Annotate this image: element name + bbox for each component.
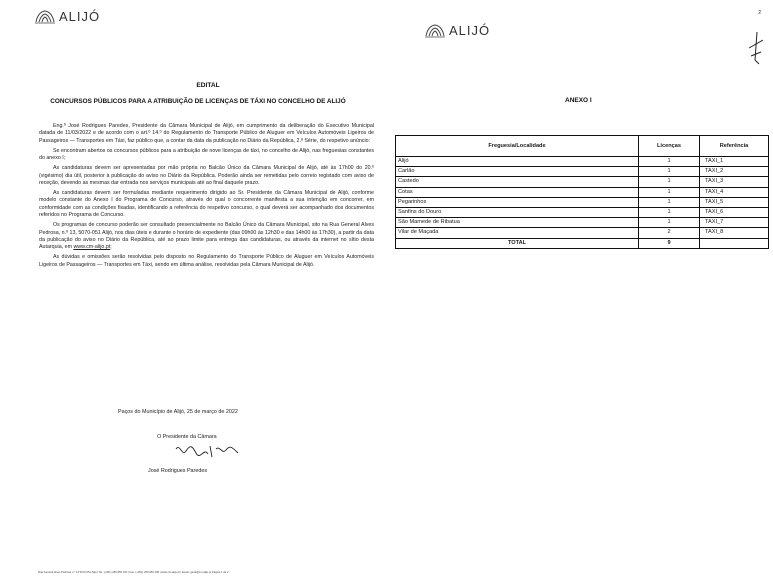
website-suffix: ; <box>110 244 112 251</box>
referencia-cell: TAXI_8 <box>700 228 769 238</box>
anexo-page <box>386 0 773 580</box>
anexo-title: ANEXO I <box>565 97 592 104</box>
municipality-logo <box>34 8 100 24</box>
licencas-cell: 1 <box>639 207 700 217</box>
signature-name: José Rodrigues Paredes <box>148 468 208 474</box>
paragraph-doubts: As dúvidas e omissões serão resolvidas pelo disposto no Regulamento do Transporte Público de Aluguer em Veículos Automóveis Ligeiros de Passageiros — Transportes em Táxi, sendo em última análise, resolvidas pela Câmara Municipal de Alijó. <box>39 254 374 268</box>
column-header-freguesia: Freguesia/Localidade <box>396 136 639 157</box>
referencia-cell: TAXI_4 <box>700 187 769 197</box>
freguesia-cell: Vilar de Maçada <box>396 228 639 238</box>
page-footer: Rua General Alves Pedrosa n.º 13 5070-051 Alijó | Tel. (+351) 259 959 100 | Fax. (+351) 259 959 108 | www.cm-alijo.pt | Email: geral@cm-alijo.pt Página 1 de 2 <box>38 571 229 574</box>
licenses-table <box>395 135 769 249</box>
paragraph-open-contests: Se encontram abertos os concursos públicos para a atribuição de nove licenças de táxi, no concelho de Alijó, nas freguesias constantes do anexo I; <box>39 147 374 162</box>
edital-body <box>39 123 374 272</box>
page-number: 2 <box>758 10 761 16</box>
licencas-cell: 1 <box>639 167 700 177</box>
licencas-cell: 1 <box>639 218 700 228</box>
table-total-row <box>396 238 769 248</box>
handwritten-signature <box>172 441 244 463</box>
paragraph-consultation <box>39 222 374 252</box>
paragraph-intro: Eng.º José Rodrigues Paredes, Presidente da Câmara Municipal de Alijó, em cumprimento da deliberação do Executivo Municipal datada de 11/03/2022 e de acordo com o art.º 14.º do Regulamento do Transporte Público de Aluguer em Veículos Automóveis Ligeiros de Passageiros — Transportes em Táxi, faz público que, a contar da data da publicação no Diário da República, 2.ª Série, do respetivo anúncio: <box>39 123 374 144</box>
licencas-cell: 2 <box>639 228 700 238</box>
edital-subtitle: CONCURSOS PÚBLICOS PARA A ATRIBUIÇÃO DE LICENÇAS DE TÁXI NO CONCELHO DE ALIJÓ <box>50 98 346 105</box>
table-row <box>396 187 769 197</box>
logo-text: ALIJÓ <box>59 8 101 24</box>
signature-date: Paços do Município de Alijó, 25 de março de 2022 <box>118 409 238 415</box>
freguesia-cell: São Mamede de Ribatua <box>396 218 639 228</box>
freguesia-cell: Sanfins do Douro <box>396 207 639 217</box>
website-link[interactable]: www.cm-alijo.pt <box>73 244 111 251</box>
freguesia-cell: Alijó <box>396 157 639 167</box>
licencas-cell: 1 <box>639 157 700 167</box>
table-row <box>396 228 769 238</box>
total-value: 9 <box>639 238 700 248</box>
freguesia-cell: Castedo <box>396 177 639 187</box>
paragraph-submission: As candidaturas devem ser apresentadas por mão própria no Balcão Único da Câmara Municipal de Alijó, até às 17h00 do 20.º (vigésimo) dia útil, posterior à publicação do aviso no Diário da República. Poderão ainda ser remetidas pelo correio registado com aviso de receção, devendo as mesmas dar entrada nos serviços municipais até ao final daquele prazo. <box>39 165 374 187</box>
column-header-licencas: Licenças <box>639 136 700 157</box>
referencia-cell: TAXI_3 <box>700 177 769 187</box>
table-row <box>396 177 769 187</box>
freguesia-cell: Carlão <box>396 167 639 177</box>
freguesia-cell: Cotas <box>396 187 639 197</box>
licencas-cell: 1 <box>639 197 700 207</box>
signature-role: O Presidente da Câmara <box>157 434 217 440</box>
consultation-text: Os programas de concurso poderão ser consultado presencialmente no Balcão Único da Câmara Municipal, sito na Rua General Alves Pedrosa, n.º 13, 5070-051 Alijó, nos dias úteis e durante o horário de expediente (das 09h00 às 12h30 e das 14h00 às 17h30), a partir da data da publicação do aviso no Diário da República, até ao prazo limite para entrega das candidaturas, ou através da internet no sítio desta Autarquia, em <box>39 222 374 251</box>
referencia-cell: TAXI_6 <box>700 207 769 217</box>
edital-title: EDITAL <box>196 82 220 89</box>
licencas-cell: 1 <box>639 187 700 197</box>
total-label: TOTAL <box>396 238 639 248</box>
table-row <box>396 157 769 167</box>
referencia-cell: TAXI_5 <box>700 197 769 207</box>
table-row <box>396 197 769 207</box>
initials-mark <box>745 30 767 66</box>
municipality-logo <box>424 22 490 38</box>
total-empty-cell <box>700 238 769 248</box>
edital-page <box>0 0 386 580</box>
alijo-logo-icon <box>424 22 446 38</box>
table-row <box>396 218 769 228</box>
logo-text: ALIJÓ <box>449 22 491 38</box>
table-row <box>396 167 769 177</box>
table-row <box>396 207 769 217</box>
alijo-logo-icon <box>34 8 56 24</box>
paragraph-requirements: As candidaturas devem ser formuladas mediante requerimento dirigido ao Sr. Presidente da Câmara Municipal de Alijó, conforme modelo constante do Anexo I do Programa de Concurso, através do qual o concorrente manifesta a sua intenção em concorrer, em conformidade com as condições fixadas, identificando a referência do respetivo concurso, o qual deverá ser acompanhado dos documentos referidos no Programa de Concurso. <box>39 190 374 219</box>
table-header-row <box>396 136 769 157</box>
column-header-referencia: Referência <box>700 136 769 157</box>
freguesia-cell: Pegarinhos <box>396 197 639 207</box>
referencia-cell: TAXI_2 <box>700 167 769 177</box>
referencia-cell: TAXI_7 <box>700 218 769 228</box>
referencia-cell: TAXI_1 <box>700 157 769 167</box>
licencas-cell: 1 <box>639 177 700 187</box>
